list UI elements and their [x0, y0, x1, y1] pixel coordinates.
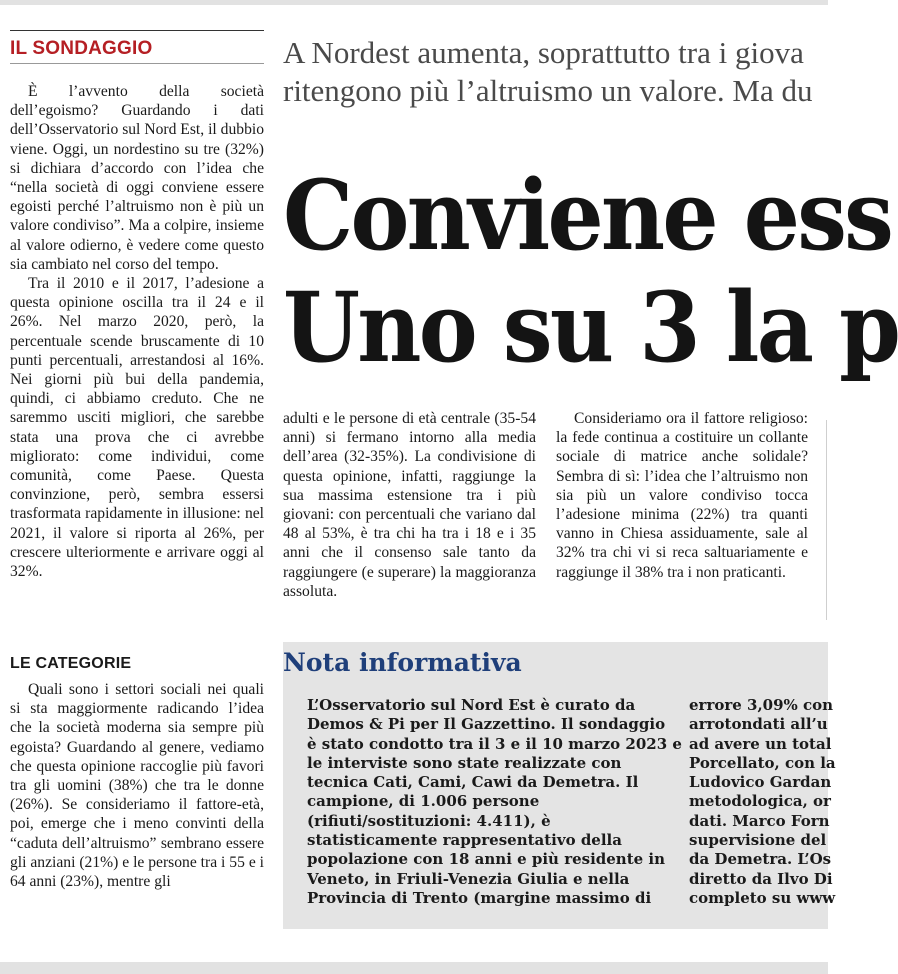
- nota-left-line: (rifiuti/sostituzioni: 4.411), è: [307, 811, 551, 830]
- article-paragraph-2: Consideriamo ora il fattore religioso: la fede continua a costituire un collante sociale di matrice anche solidale? Sembra di sì: l’idea che l’altruismo non sia più un valore condiviso tocca l’adesione minima (22%) tra quanti vanno in Chiesa assiduamente, sale al 32% tra chi vi si reca saltuariamente e raggiunge il 38% tra i non praticanti.: [556, 410, 808, 581]
- nota-right-line: dati. Marco Forn: [689, 811, 830, 830]
- nota-right-line: Ludovico Gardan: [689, 773, 832, 792]
- nota-left-line: L’Osservatorio sul Nord Est è curato da: [307, 696, 636, 714]
- sidebar-body-2: [10, 680, 264, 891]
- nota-left-line: è stato condotto tra il 3 e il 10 marzo 2023 e: [307, 734, 682, 753]
- nota-left-line: tecnica Cati, Cami, Cawi da Demetra. Il: [307, 773, 639, 792]
- nota-left-line: campione, di 1.006 persone: [307, 792, 540, 811]
- column-divider: [826, 420, 827, 620]
- nota-right-line: completo su www: [689, 888, 836, 907]
- nota-right-column: [689, 696, 836, 908]
- headline-line-2: Uno su 3 la p: [283, 271, 898, 384]
- nota-right-line: arrotondati all’u: [689, 715, 828, 734]
- article-paragraph-1: adulti e le persone di età centrale (35-54 anni) si fermano intorno alla media dell’area (32-35%). La condivisione di questa opinione, infatti, raggiunge la sua massima estensione tra i più giovani: con percentuali che variano dal 48 al 53%, è tra chi ha tra i 18 e i 35 anni che il consenso sale tanto da raggiungere (e superare) la maggioranza assoluta.: [283, 410, 536, 600]
- sidebar-paragraph-2: Tra il 2010 e il 2017, l’adesione a questa opinione oscilla tra il 24 e il 26%. Nel marzo 2020, però, la percentuale scende bruscamente di 10 punti percentuali, arrestandosi al 16%. Nei giorni più bui della pandemia, quindi, ci abbiamo creduto. Che ne saremmo usciti migliori, che sarebbe stata una prova che ci avrebbe migliorato: come individui, come comunità, come Paese. Questa convinzione, però, sembra essersi trasformata rapidamente in illusione: nel 2021, il valore si riporta al 26%, per crescere ulteriormente e arrivare oggi al 32%.: [10, 275, 264, 581]
- nota-title: Nota informativa: [283, 648, 522, 677]
- bottom-border: [0, 962, 828, 974]
- kicker-line-2: ritengono più l’altruismo un valore. Ma du: [283, 73, 813, 108]
- nota-right-line: diretto da Ilvo Di: [689, 869, 833, 888]
- kicker-line-1: A Nordest aumenta, soprattutto tra i giova: [283, 35, 804, 70]
- nota-left-line: Demos & Pi per Il Gazzettino. Il sondaggio: [307, 715, 666, 734]
- top-border: [0, 0, 828, 5]
- nota-left-line: le interviste sono state realizzate con: [307, 753, 622, 772]
- nota-right-line: Porcellato, con la: [689, 753, 836, 772]
- nota-right-line: metodologica, or: [689, 792, 831, 811]
- article-column-1: [283, 409, 536, 601]
- nota-left-line: popolazione con 18 anni e più residente in: [307, 850, 666, 869]
- sidebar-paragraph-1: È l’avvento della società dell’egoismo? Guardando i dati dell’Osservatorio sul Nord Est, il dubbio viene. Oggi, un nordestino su tre (32%) si dichiara d’accordo con l’idea che “nella società di oggi conviene essere egoisti perché l’altruismo non è più un valore condiviso”. Ma a colpire, insieme al valore odierno, è vedere come questo sia cambiato nel corso del tempo.: [10, 83, 264, 273]
- section-heading-sondaggio: IL SONDAGGIO: [10, 38, 153, 59]
- nota-left-column: [307, 696, 682, 908]
- nota-right-line: ad avere un total: [689, 734, 832, 753]
- kicker: [283, 34, 828, 110]
- nota-right-line: supervisione del: [689, 831, 827, 850]
- section-heading-categorie: LE CATEGORIE: [10, 655, 132, 672]
- nota-right-line: errore 3,09% con: [689, 696, 834, 714]
- nota-informativa-box: [283, 642, 836, 929]
- sidebar-heading-rule: [10, 63, 264, 64]
- headline-line-1: Conviene ess: [283, 159, 892, 272]
- sidebar-paragraph-3: Quali sono i settori sociali nei quali si sta maggiormente radicando l’idea che la società moderna sia sempre più egoista? Guardando al genere, vediamo che questa opinione raccoglie più favori tra gli uomini (38%) che tra le donne (26%). Se consideriamo il fattore-età, poi, emerge che i meno convinti della “caduta dell’altruismo” sembrano essere gli anziani (21%) e le persone tra i 55 e i 64 anni (23%), mentre gli: [10, 681, 264, 891]
- nota-left-line: statisticamente rappresentativo della: [307, 831, 622, 850]
- nota-left-line: Provincia di Trento (margine massimo di: [307, 888, 652, 907]
- nota-right-line: da Demetra. L’Os: [689, 850, 832, 869]
- headline: [283, 159, 898, 384]
- nota-left-line: Veneto, in Friuli-Venezia Giulia e nella: [307, 869, 630, 888]
- article-column-2: [556, 409, 808, 582]
- sidebar-body: [10, 82, 264, 581]
- sidebar-top-rule: [10, 30, 264, 31]
